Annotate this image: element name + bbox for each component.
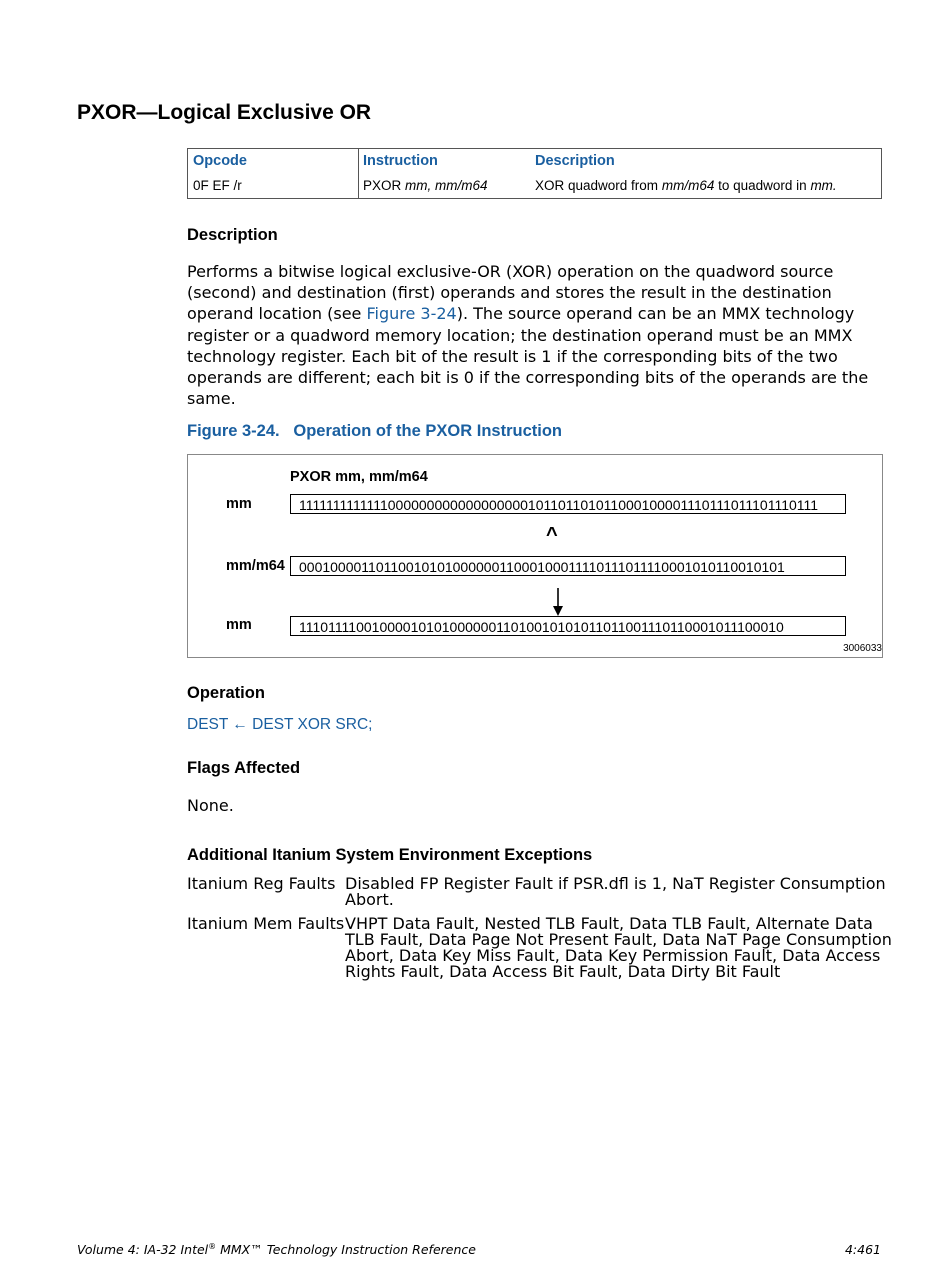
register-label-dest: mm xyxy=(226,496,252,512)
opcode-header: Opcode xyxy=(193,153,247,169)
description-line: technology register. Each bit of the result is 1 if the corresponding bits of the two xyxy=(187,346,838,366)
down-arrow-icon xyxy=(552,586,564,618)
figure-title: Operation of the PXOR Instruction xyxy=(293,422,562,440)
description-line: same. xyxy=(187,389,236,409)
instruction-operands: mm, mm/m64 xyxy=(405,178,488,193)
opcode-table xyxy=(187,148,882,199)
footer-volume xyxy=(77,1242,476,1257)
description-text: ). The source operand can be an MMX technology xyxy=(456,304,855,324)
description-heading: Description xyxy=(187,226,278,244)
description-text-1: XOR quadword from xyxy=(535,178,659,193)
description-line: operands are different; each bit is 0 if the corresponding bits of the operands are the xyxy=(187,368,869,388)
description-text: operand location (see xyxy=(187,304,367,324)
instruction-value xyxy=(363,178,488,193)
exception-line: VHPT Data Fault, Nested TLB Fault, Data TLB Fault, Alternate Data xyxy=(345,914,873,933)
exception-line: TLB Fault, Data Page Not Present Fault, Data NaT Page Consumption xyxy=(345,930,892,949)
exception-line: Abort. xyxy=(345,890,394,909)
figure-link[interactable]: Figure 3-24 xyxy=(366,304,457,324)
figure-caption xyxy=(187,422,562,441)
description-header: Description xyxy=(535,153,615,169)
figure-id: 3006033 xyxy=(843,643,882,654)
registered-mark: ® xyxy=(208,1242,217,1251)
exception-line: Abort, Data Key Miss Fault, Data Key Permission Fault, Data Access xyxy=(345,946,881,965)
description-line: Performs a bitwise logical exclusive-OR (XOR) operation on the quadword source xyxy=(187,262,834,281)
exception-label: Itanium Reg Faults xyxy=(187,874,336,893)
instruction-mnemonic: PXOR xyxy=(363,178,402,193)
description-line: (second) and destination (first) operands and stores the result in the destination xyxy=(187,283,832,303)
register-bits-src: 0001000011011001010100000011000100011110111011110001010110010101 xyxy=(290,556,846,576)
exception-text xyxy=(345,876,885,908)
flags-text: None. xyxy=(187,796,234,815)
description-line xyxy=(187,303,887,324)
exception-line: Rights Fault, Data Access Bit Fault, Data Dirty Bit Fault xyxy=(345,962,781,981)
footer-text: Volume 4: IA-32 Intel xyxy=(77,1242,209,1258)
register-label-src: mm/m64 xyxy=(226,558,285,574)
exceptions-heading: Additional Itanium System Environment Exceptions xyxy=(187,846,593,864)
figure-box xyxy=(187,454,883,658)
opcode-value: 0F EF /r xyxy=(193,178,242,193)
description-dst: mm. xyxy=(810,178,837,193)
description-value xyxy=(535,178,837,193)
operation-code: DEST ← DEST XOR SRC; xyxy=(187,716,373,733)
exception-text xyxy=(345,914,892,981)
footer-text: MMX™ Technology Instruction Reference xyxy=(216,1242,476,1258)
exception-label: Itanium Mem Faults xyxy=(187,914,345,933)
figure-number: Figure 3-24. xyxy=(187,422,280,440)
page-number: 4:461 xyxy=(844,1242,881,1257)
instruction-header: Instruction xyxy=(363,153,438,169)
operation-heading: Operation xyxy=(187,684,265,702)
description-line: register or a quadword memory location; the destination operand must be an MMX xyxy=(187,325,853,345)
description-text-2: to quadword in xyxy=(718,178,807,193)
register-bits-dest: 1111111111111000000000000000000101101101011000100001110111011101110111 xyxy=(290,494,846,514)
flags-heading: Flags Affected xyxy=(187,759,301,777)
description-paragraph xyxy=(187,261,887,409)
exception-line: Disabled FP Register Fault if PSR.dfl is 1, NaT Register Consumption xyxy=(345,874,886,893)
page-title: PXOR—Logical Exclusive OR xyxy=(77,101,372,124)
table-divider xyxy=(358,149,359,198)
figure-instruction-label: PXOR mm, mm/m64 xyxy=(290,469,428,485)
description-src: mm/m64 xyxy=(661,178,715,193)
register-label-result: mm xyxy=(226,617,252,633)
register-bits-result: 1110111100100001010100000011010010101011011001110110001011100010 xyxy=(290,616,846,636)
xor-operator-symbol: ^ xyxy=(546,524,558,546)
